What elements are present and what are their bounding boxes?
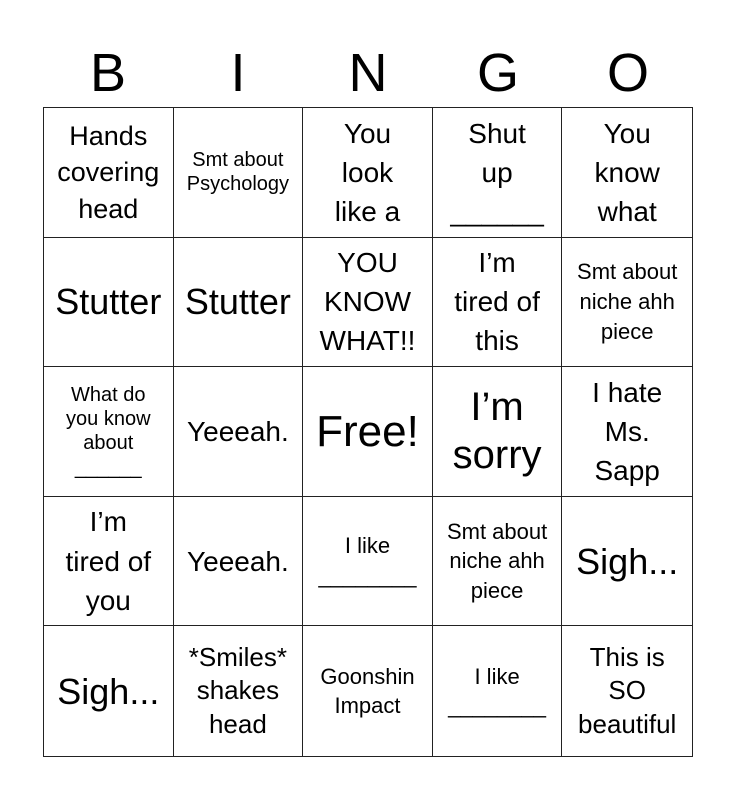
- cell-text: Smt about niche ahh piece: [446, 518, 548, 603]
- cell-text: You look like a: [334, 117, 401, 227]
- cell-text: YOU KNOW WHAT!!: [319, 247, 416, 357]
- cell-text: Goonshin Impact: [320, 663, 415, 719]
- bingo-cell[interactable]: [174, 238, 304, 368]
- cell-text: This is SO beautiful: [578, 641, 677, 740]
- cell-text: What do you know about ______: [66, 383, 151, 479]
- header-letter-o: O: [606, 43, 649, 103]
- cell-text: Sigh...: [576, 540, 679, 582]
- cell-text: Smt about niche ahh piece: [577, 259, 678, 344]
- bingo-cell[interactable]: [562, 238, 692, 368]
- bingo-cell[interactable]: [44, 367, 174, 497]
- bingo-cell[interactable]: [433, 108, 563, 238]
- bingo-header: [43, 40, 693, 106]
- bingo-cell[interactable]: [303, 497, 433, 627]
- bingo-cell[interactable]: [174, 497, 304, 627]
- header-letter-n: N: [348, 43, 388, 103]
- bingo-cell[interactable]: [44, 108, 174, 238]
- bingo-cell[interactable]: [174, 367, 304, 497]
- bingo-cell[interactable]: [562, 367, 692, 497]
- cell-text: Smt about Psychology: [186, 148, 290, 196]
- bingo-card: [43, 107, 693, 757]
- bingo-cell[interactable]: [44, 497, 174, 627]
- header-letter-i: I: [230, 43, 246, 103]
- cell-text: I’m tired of this: [454, 247, 540, 357]
- bingo-cell[interactable]: [433, 497, 563, 627]
- bingo-cell[interactable]: [303, 108, 433, 238]
- cell-text: Hands covering head: [57, 120, 160, 224]
- bingo-cell[interactable]: [562, 108, 692, 238]
- cell-text: I’m sorry: [452, 385, 542, 478]
- bingo-cell[interactable]: [44, 626, 174, 756]
- cell-text: *Smiles* shakes head: [188, 641, 288, 740]
- cell-text: I like ________: [318, 533, 417, 589]
- bingo-cell[interactable]: [433, 367, 563, 497]
- bingo-cell[interactable]: [174, 108, 304, 238]
- cell-text: Yeeeah.: [187, 545, 289, 577]
- cell-text: Stutter: [55, 281, 162, 323]
- free-space-cell[interactable]: [303, 367, 433, 497]
- bingo-cell[interactable]: [562, 497, 692, 627]
- cell-text: Shut up ______: [450, 117, 544, 227]
- bingo-cell[interactable]: [303, 626, 433, 756]
- cell-text: Stutter: [184, 281, 291, 323]
- cell-text: I’m tired of you: [65, 506, 152, 616]
- cell-text: I like ________: [448, 663, 547, 719]
- cell-text: You know what: [594, 117, 660, 227]
- cell-text: I hate Ms. Sapp: [592, 376, 663, 487]
- bingo-cell[interactable]: [174, 626, 304, 756]
- header-letter-b: B: [89, 43, 127, 103]
- header-letter-g: G: [476, 43, 519, 103]
- bingo-cell[interactable]: [562, 626, 692, 756]
- bingo-cell[interactable]: [433, 238, 563, 368]
- bingo-cell[interactable]: [303, 238, 433, 368]
- bingo-cell[interactable]: [44, 238, 174, 368]
- cell-text: Yeeeah.: [187, 415, 289, 447]
- cell-text: Sigh...: [57, 670, 160, 712]
- free-space-text: Free!: [316, 406, 419, 456]
- bingo-cell[interactable]: [433, 626, 563, 756]
